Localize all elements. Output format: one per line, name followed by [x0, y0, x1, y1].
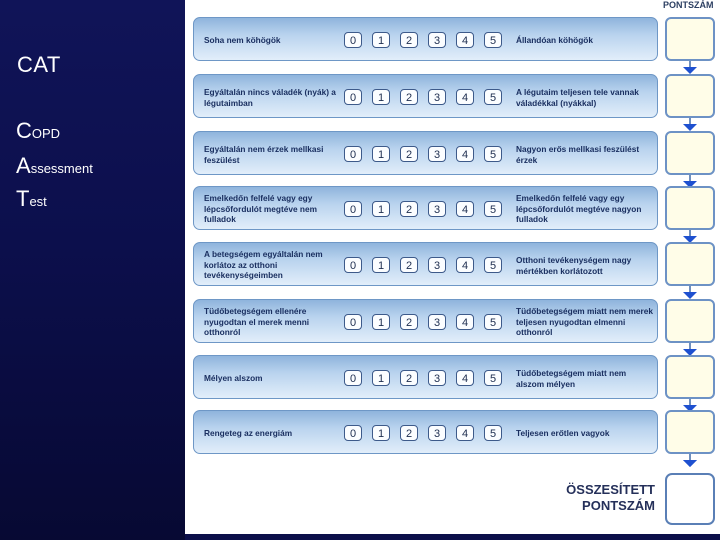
question-right-text: Tüdőbetegségem miatt nem merek teljesen nyugodtan elmenni otthonról — [516, 306, 653, 337]
score-option-0[interactable]: 0 — [344, 425, 362, 441]
score-option-5[interactable]: 5 — [484, 32, 502, 48]
score-option-3[interactable]: 3 — [428, 201, 446, 217]
question-left-text: Rengeteg az energiám — [204, 428, 293, 438]
question-left-text: Egyáltalán nincs váladék (nyák) a légutaimban — [204, 87, 336, 108]
acronym-copd: COPD — [16, 118, 61, 143]
row-score-box[interactable] — [665, 186, 715, 230]
score-option-0[interactable]: 0 — [344, 257, 362, 273]
question-right-text: Otthoni tevékenységem nagy mértékben korlátozott — [516, 255, 632, 276]
question-left-text: Tüdőbetegségem ellenére nyugodtan el merek menni otthonról — [204, 306, 310, 337]
row-score-box[interactable] — [665, 410, 715, 454]
down-arrow-icon — [683, 292, 697, 299]
down-arrow-icon — [683, 460, 697, 467]
score-option-1[interactable]: 1 — [372, 425, 390, 441]
score-option-4[interactable]: 4 — [456, 89, 474, 105]
question-left-text: Egyáltalán nem érzek mellkasi feszülést — [204, 144, 324, 165]
question-right-text: Emelkedőn felfelé vagy egy lépcsőfordulót megtéve nagyon fulladok — [516, 193, 642, 224]
score-option-2[interactable]: 2 — [400, 201, 418, 217]
score-option-4[interactable]: 4 — [456, 146, 474, 162]
question-row — [193, 410, 658, 454]
total-score-box[interactable] — [665, 473, 715, 525]
question-row — [193, 299, 658, 343]
score-option-3[interactable]: 3 — [428, 370, 446, 386]
score-option-1[interactable]: 1 — [372, 257, 390, 273]
score-option-2[interactable]: 2 — [400, 146, 418, 162]
acronym-test: Test — [16, 186, 47, 211]
score-option-1[interactable]: 1 — [372, 201, 390, 217]
row-score-box[interactable] — [665, 299, 715, 343]
score-option-2[interactable]: 2 — [400, 370, 418, 386]
score-option-0[interactable]: 0 — [344, 370, 362, 386]
score-option-2[interactable]: 2 — [400, 257, 418, 273]
score-option-1[interactable]: 1 — [372, 314, 390, 330]
score-option-5[interactable]: 5 — [484, 370, 502, 386]
row-score-box[interactable] — [665, 17, 715, 61]
score-option-3[interactable]: 3 — [428, 146, 446, 162]
score-option-5[interactable]: 5 — [484, 425, 502, 441]
row-score-box[interactable] — [665, 74, 715, 118]
score-option-4[interactable]: 4 — [456, 32, 474, 48]
question-left-text: A betegségem egyáltalán nem korlátoz az otthoni tevékenységeimben — [204, 249, 323, 280]
question-left-text: Emelkedőn felfelé vagy egy lépcsőfordulót megtéve nem fulladok — [204, 193, 317, 224]
score-option-3[interactable]: 3 — [428, 314, 446, 330]
row-score-box[interactable] — [665, 242, 715, 286]
score-option-2[interactable]: 2 — [400, 425, 418, 441]
score-option-5[interactable]: 5 — [484, 257, 502, 273]
score-option-5[interactable]: 5 — [484, 146, 502, 162]
score-option-2[interactable]: 2 — [400, 32, 418, 48]
question-left-text: Soha nem köhögök — [204, 35, 281, 45]
row-score-box[interactable] — [665, 355, 715, 399]
score-option-2[interactable]: 2 — [400, 89, 418, 105]
score-option-1[interactable]: 1 — [372, 146, 390, 162]
score-option-1[interactable]: 1 — [372, 89, 390, 105]
score-option-1[interactable]: 1 — [372, 32, 390, 48]
question-right-text: A légutaim teljesen tele vannak váladékkal (nyákkal) — [516, 87, 639, 108]
question-row — [193, 355, 658, 399]
question-right-text: Tüdőbetegségem miatt nem alszom mélyen — [516, 368, 627, 389]
score-option-0[interactable]: 0 — [344, 314, 362, 330]
score-option-4[interactable]: 4 — [456, 425, 474, 441]
question-row — [193, 131, 658, 175]
score-option-0[interactable]: 0 — [344, 201, 362, 217]
acronym-assessment: Assessment — [16, 153, 93, 178]
question-right-text: Nagyon erős mellkasi feszülést érzek — [516, 144, 640, 165]
row-score-box[interactable] — [665, 131, 715, 175]
score-option-0[interactable]: 0 — [344, 146, 362, 162]
score-option-3[interactable]: 3 — [428, 32, 446, 48]
score-option-5[interactable]: 5 — [484, 201, 502, 217]
total-score-label: ÖSSZESÍTETT PONTSZÁM — [566, 482, 655, 513]
score-option-5[interactable]: 5 — [484, 314, 502, 330]
question-row — [193, 17, 658, 61]
question-row — [193, 186, 658, 230]
question-left-text: Mélyen alszom — [204, 373, 263, 383]
bottom-bar — [185, 534, 720, 540]
score-option-3[interactable]: 3 — [428, 257, 446, 273]
question-right-text: Állandóan köhögök — [516, 35, 593, 45]
score-option-3[interactable]: 3 — [428, 89, 446, 105]
score-option-4[interactable]: 4 — [456, 314, 474, 330]
score-option-3[interactable]: 3 — [428, 425, 446, 441]
down-arrow-icon — [683, 124, 697, 131]
score-option-5[interactable]: 5 — [484, 89, 502, 105]
score-header: PONTSZÁM — [663, 0, 714, 10]
score-option-0[interactable]: 0 — [344, 32, 362, 48]
question-row — [193, 242, 658, 286]
score-option-1[interactable]: 1 — [372, 370, 390, 386]
score-option-2[interactable]: 2 — [400, 314, 418, 330]
left-panel — [0, 0, 185, 540]
question-right-text: Teljesen erőtlen vagyok — [516, 428, 610, 438]
score-option-4[interactable]: 4 — [456, 201, 474, 217]
title-cat: CAT — [17, 52, 61, 77]
score-option-4[interactable]: 4 — [456, 257, 474, 273]
score-option-4[interactable]: 4 — [456, 370, 474, 386]
question-row — [193, 74, 658, 118]
score-option-0[interactable]: 0 — [344, 89, 362, 105]
down-arrow-icon — [683, 67, 697, 74]
